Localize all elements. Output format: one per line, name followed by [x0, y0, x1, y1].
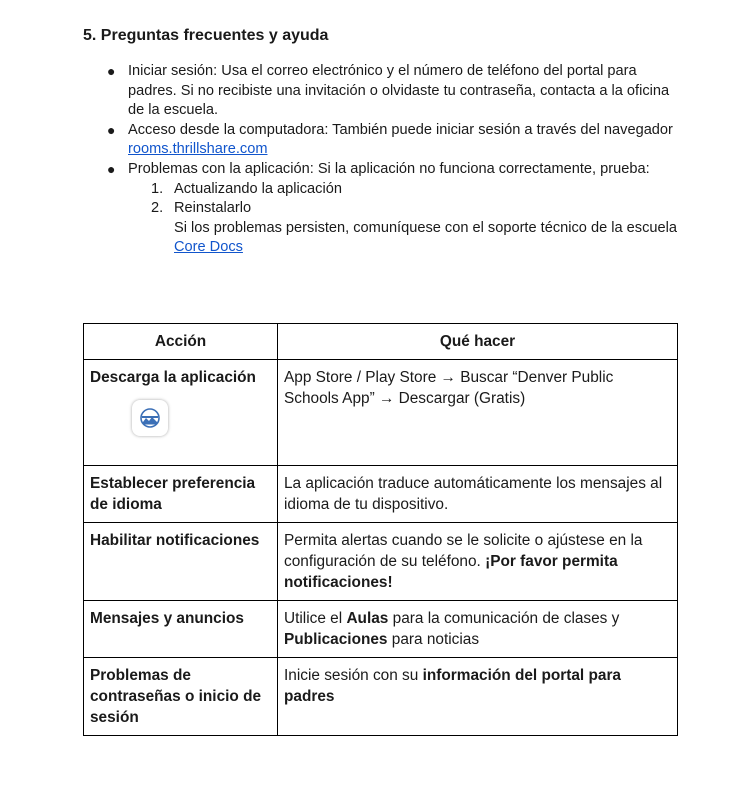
action-cell: Mensajes y anuncios [84, 601, 278, 658]
what-plain-text: Utilice el [284, 610, 347, 627]
action-cell: Problemas de contraseñas o inicio de sesión [84, 658, 278, 736]
step-item [151, 199, 688, 258]
what-plain-text: para la comunicación de clases y [388, 610, 620, 627]
action-cell: Habilitar notificaciones [84, 523, 278, 601]
bullet-dot-icon: ● [107, 160, 116, 177]
rooms-thrillshare-link[interactable]: rooms.thrillshare.com [128, 141, 268, 158]
step-number: 2. [151, 200, 164, 217]
what-bold-text: Publicaciones [284, 631, 388, 648]
step-item [151, 180, 688, 200]
table-row [84, 658, 678, 736]
bullet-login-text: Iniciar sesión: Usa el correo electrónico y el número de teléfono del portal para padres. Si no recibiste una invitación o olvidaste tu contraseña, contacta a la oficina de la escuela. [128, 63, 670, 119]
what-cell: App Store / Play Store → Buscar “Denver Public Schools App” → Descargar (Gratis) [278, 360, 678, 466]
core-docs-link[interactable]: Core Docs [174, 239, 243, 256]
faq-bullet-list [107, 62, 688, 258]
action-text: Descarga la aplicación [90, 369, 256, 386]
bullet-computer [107, 121, 688, 160]
section-title: 5. Preguntas frecuentes y ayuda [83, 27, 329, 44]
bullet-login [107, 62, 688, 121]
what-cell: La aplicación traduce automáticamente los mensajes al idioma de tu dispositivo. [278, 466, 678, 523]
step-number: 1. [151, 180, 164, 197]
what-bold-text: ¡Por favor permita notificaciones! [284, 553, 618, 591]
troubleshoot-steps [128, 180, 688, 258]
action-cell: Establecer preferencia de idioma [84, 466, 278, 523]
dps-app-icon [132, 400, 168, 436]
bullet-dot-icon: ● [107, 63, 116, 79]
what-cell [278, 523, 678, 601]
step-text: Reinstalarlo [174, 200, 252, 217]
table-row [84, 601, 678, 658]
table-row [84, 360, 678, 466]
what-plain-text: Inicie sesión con su [284, 667, 423, 684]
what-cell [278, 601, 678, 658]
what-bold-text: Aulas [346, 610, 389, 627]
bullet-computer-text: Acceso desde la computadora: También puede iniciar sesión a través del navegador [128, 121, 673, 138]
bullet-dot-icon: ● [107, 121, 116, 138]
what-plain-text: Permita alertas cuando se le solicite o ajústese en la configuración de su teléfono. [284, 532, 643, 570]
what-plain-text: para noticias [387, 631, 480, 648]
bullet-problems [107, 160, 688, 258]
step-text: Actualizando la aplicación [174, 180, 342, 197]
header-what: Qué hacer [278, 324, 678, 360]
table-row [84, 466, 678, 523]
persist-text: Si los problemas persisten, comuníquese con el soporte técnico de la escuela [174, 219, 677, 236]
action-cell [84, 360, 278, 466]
what-cell [278, 658, 678, 736]
table-row [84, 523, 678, 601]
help-table [83, 323, 678, 736]
bullet-problems-text: Problemas con la aplicación: Si la aplicación no funciona correctamente, prueba: [128, 160, 650, 177]
header-action: Acción [84, 324, 278, 360]
table-header-row [84, 324, 678, 360]
what-bold-text: información del portal para padres [284, 667, 621, 705]
